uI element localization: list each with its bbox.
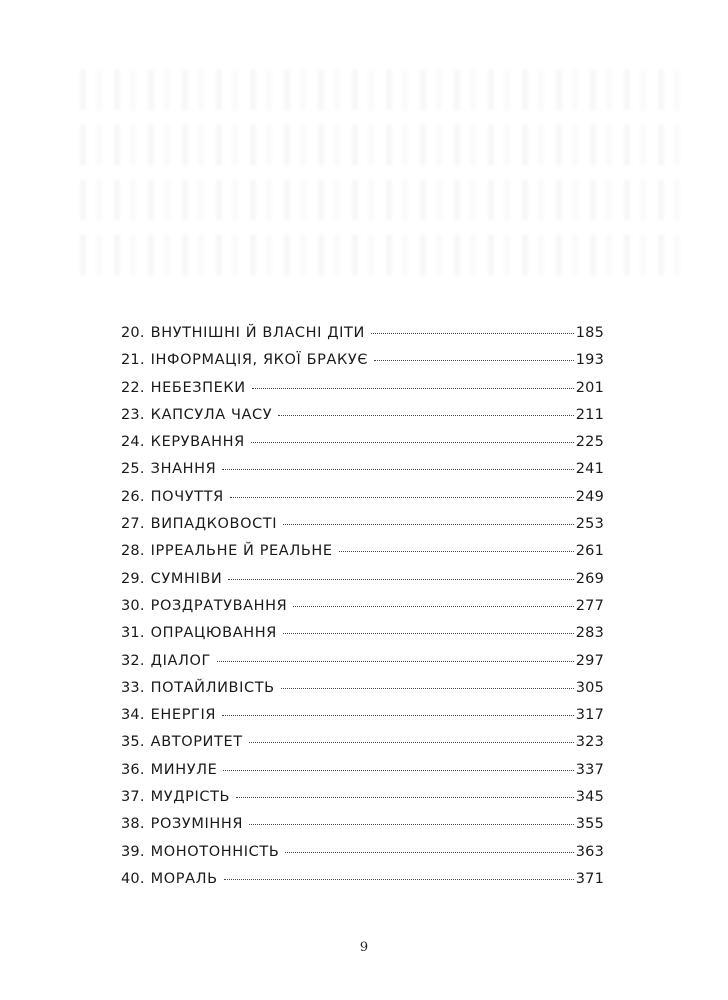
toc-entry — [121, 816, 604, 843]
toc-entry-title: ДІАЛОГ — [150, 652, 211, 669]
dot-leader — [249, 742, 574, 743]
toc-entry-page: 371 — [575, 870, 604, 887]
toc-entry-title: АВТОРИТЕТ — [150, 734, 243, 751]
toc-entry-page: 225 — [575, 434, 604, 451]
toc-entry-number: 32. — [121, 652, 145, 669]
toc-entry — [121, 762, 604, 789]
toc-entry-title: МОРАЛЬ — [150, 870, 218, 887]
toc-entry-page: 253 — [575, 516, 604, 533]
toc-entry-title: МИНУЛЕ — [150, 761, 218, 778]
toc-entry — [121, 325, 604, 352]
toc-entry-page: 363 — [575, 843, 604, 860]
dot-leader — [339, 551, 574, 552]
toc-entry-number: 39. — [121, 843, 145, 860]
dot-leader — [374, 360, 574, 361]
toc-entry-number: 22. — [121, 379, 145, 396]
dot-leader — [252, 388, 574, 389]
toc-entry-page: 283 — [575, 625, 604, 642]
dot-leader — [236, 797, 574, 798]
toc-entry-title: ВНУТНІШНІ Й ВЛАСНІ ДІТИ — [150, 325, 365, 341]
dot-leader — [281, 688, 574, 689]
toc-entry-number: 33. — [121, 679, 145, 696]
dot-leader — [249, 824, 574, 825]
toc-entry-title: ЕНЕРГІЯ — [150, 707, 217, 724]
bleed-line — [80, 125, 680, 165]
toc-entry-title: ОПРАЦЮВАННЯ — [150, 625, 277, 642]
toc-entry-page: 355 — [575, 816, 604, 833]
dot-leader — [222, 715, 574, 716]
toc-entry — [121, 489, 604, 516]
toc-entry-page: 261 — [575, 543, 604, 560]
toc-entry-title: КЕРУВАННЯ — [150, 434, 245, 451]
toc-entry-number: 38. — [121, 816, 145, 833]
toc-entry-page: 201 — [575, 379, 604, 396]
toc-entry-number: 31. — [121, 625, 145, 642]
toc-entry-number: 25. — [121, 461, 145, 478]
dot-leader — [293, 606, 573, 607]
toc-entry — [121, 680, 604, 707]
bleed-line — [80, 70, 680, 110]
toc-entry — [121, 653, 604, 680]
toc-entry-title: НЕБЕЗПЕКИ — [150, 379, 246, 396]
toc-entry-page: 305 — [575, 679, 604, 696]
dot-leader — [223, 770, 573, 771]
toc-entry-title: РОЗУМІННЯ — [150, 816, 244, 833]
toc-entry-number: 23. — [121, 406, 145, 423]
dot-leader — [371, 333, 574, 334]
toc-entry — [121, 844, 604, 871]
toc-entry — [121, 734, 604, 761]
dot-leader — [278, 415, 574, 416]
toc-entry-number: 20. — [121, 325, 145, 341]
toc-entry-number: 30. — [121, 597, 145, 614]
toc-entry-title: ПОЧУТТЯ — [150, 488, 224, 505]
toc-entry-page: 323 — [575, 734, 604, 751]
toc-entry — [121, 516, 604, 543]
dot-leader — [283, 633, 574, 634]
dot-leader — [285, 852, 573, 853]
toc-entry-title: КАПСУЛА ЧАСУ — [150, 406, 273, 423]
toc-entry-title: ВИПАДКОВОСТІ — [150, 516, 278, 533]
toc-entry — [121, 571, 604, 598]
dot-leader — [251, 442, 574, 443]
toc-entry-page: 185 — [575, 325, 604, 341]
bleed-line — [80, 235, 680, 275]
toc-entry-number: 35. — [121, 734, 145, 751]
toc-entry-page: 249 — [575, 488, 604, 505]
toc-entry-page: 269 — [575, 570, 604, 587]
toc-entry — [121, 625, 604, 652]
toc-entry-page: 297 — [575, 652, 604, 669]
dot-leader — [224, 879, 574, 880]
toc-entry-title: МОНОТОННІСТЬ — [150, 843, 280, 860]
toc-entry-page: 241 — [575, 461, 604, 478]
toc-entry-number: 24. — [121, 434, 145, 451]
page-number: 9 — [359, 940, 369, 955]
toc-entry-number: 40. — [121, 870, 145, 887]
toc-entry-number: 28. — [121, 543, 145, 560]
toc-entry — [121, 707, 604, 734]
toc-entry — [121, 543, 604, 570]
toc-entry-number: 34. — [121, 707, 145, 724]
toc-entry-page: 317 — [575, 707, 604, 724]
toc-entry — [121, 461, 604, 488]
dot-leader — [283, 524, 574, 525]
toc-entry-number: 37. — [121, 789, 145, 806]
dot-leader — [222, 469, 573, 470]
toc-entry-page: 337 — [575, 761, 604, 778]
toc-entry — [121, 871, 604, 898]
toc-entry-number: 21. — [121, 352, 145, 369]
toc-entry-number: 29. — [121, 570, 145, 587]
toc-entry-page: 345 — [575, 789, 604, 806]
toc-entry-title: ІРРЕАЛЬНЕ Й РЕАЛЬНЕ — [150, 543, 333, 560]
toc-entry — [121, 598, 604, 625]
toc-entry-title: РОЗДРАТУВАННЯ — [150, 597, 288, 614]
toc-entry-page: 193 — [575, 352, 604, 369]
toc-entry — [121, 434, 604, 461]
toc-entry — [121, 352, 604, 379]
show-through-text — [0, 0, 728, 320]
toc-entry-title: МУДРІСТЬ — [150, 789, 231, 806]
toc-entry-page: 211 — [575, 406, 604, 423]
toc-entry-title: СУМНІВИ — [150, 570, 223, 587]
table-of-contents — [121, 325, 604, 898]
toc-entry-number: 27. — [121, 516, 145, 533]
bleed-line — [80, 180, 680, 220]
toc-entry-title: ЗНАННЯ — [150, 461, 217, 478]
toc-entry-number: 36. — [121, 761, 145, 778]
toc-entry-title: ПОТАЙЛИВІСТЬ — [150, 679, 275, 696]
dot-leader — [228, 579, 573, 580]
toc-entry-number: 26. — [121, 488, 145, 505]
toc-entry — [121, 407, 604, 434]
dot-leader — [230, 497, 574, 498]
toc-entry — [121, 380, 604, 407]
toc-entry-title: ІНФОРМАЦІЯ, ЯКОЇ БРАКУЄ — [150, 352, 369, 369]
toc-entry — [121, 789, 604, 816]
toc-entry-page: 277 — [575, 597, 604, 614]
dot-leader — [217, 661, 574, 662]
